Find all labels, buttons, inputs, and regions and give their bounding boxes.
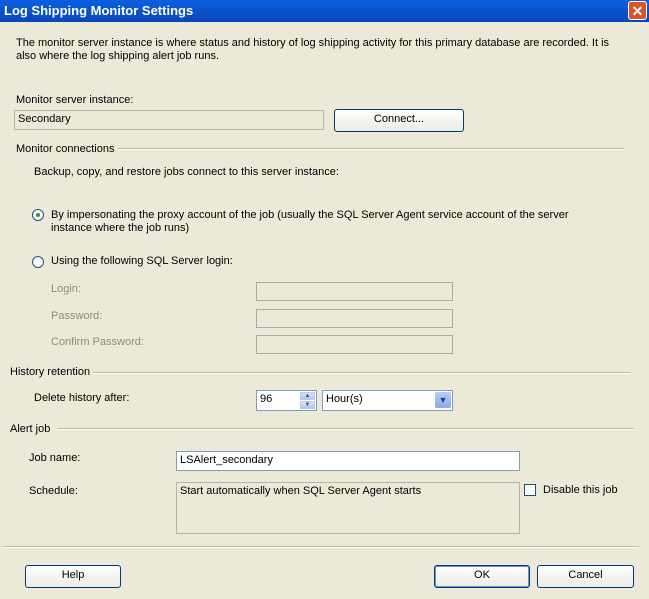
history-unit-dropdown[interactable] — [322, 390, 453, 411]
confirm-password-label: Confirm Password: — [51, 336, 144, 348]
spin-down-icon[interactable]: ▼ — [300, 401, 315, 409]
close-icon[interactable]: ✕ — [628, 1, 647, 20]
disable-job-checkbox[interactable] — [524, 484, 536, 496]
impersonate-option-label[interactable]: By impersonating the proxy account of the job (usually the SQL Server Agent service account of the server instance where the job runs) — [51, 209, 569, 234]
footer-divider — [3, 546, 639, 548]
ok-button[interactable]: OK — [434, 565, 530, 588]
history-retention-header: History retention — [10, 366, 91, 378]
cancel-button[interactable]: Cancel — [537, 565, 634, 588]
delete-history-label: Delete history after: — [34, 392, 130, 404]
disable-job-label[interactable]: Disable this job — [543, 484, 618, 496]
monitor-connections-header: Monitor connections — [16, 143, 115, 155]
job-name-input[interactable]: LSAlert_secondary — [176, 451, 520, 471]
impersonate-radio[interactable] — [32, 209, 44, 221]
sql-login-radio[interactable] — [32, 256, 44, 268]
password-field[interactable] — [256, 309, 453, 328]
section-divider — [58, 428, 634, 430]
connections-description: Backup, copy, and restore jobs connect to this server instance: — [34, 166, 339, 178]
schedule-field: Start automatically when SQL Server Agent starts — [176, 482, 520, 534]
spin-up-icon[interactable]: ▲ — [300, 392, 315, 400]
alert-job-header: Alert job — [10, 423, 51, 435]
schedule-label: Schedule: — [29, 485, 78, 497]
password-label: Password: — [51, 310, 103, 322]
history-amount-value: 96 — [260, 393, 273, 405]
login-field[interactable] — [256, 282, 453, 301]
help-button[interactable]: Help — [25, 565, 121, 588]
window-title: Log Shipping Monitor Settings — [4, 3, 194, 18]
confirm-password-field[interactable] — [256, 335, 453, 354]
job-name-label: Job name: — [29, 452, 81, 464]
login-label: Login: — [51, 283, 81, 295]
history-unit-value: Hour(s) — [326, 393, 363, 405]
monitor-server-field: Secondary — [14, 110, 324, 130]
monitor-server-label: Monitor server instance: — [16, 94, 134, 106]
section-divider — [118, 148, 624, 150]
intro-text: The monitor server instance is where status and history of log shipping activity for this primary database are recorded. It is also where the log shipping alert job runs. — [16, 37, 610, 62]
sql-login-option-label[interactable]: Using the following SQL Server login: — [51, 255, 233, 267]
title-bar — [0, 0, 649, 22]
history-amount-spinner[interactable] — [256, 390, 317, 411]
connect-button[interactable]: Connect... — [334, 109, 464, 132]
section-divider — [93, 372, 631, 374]
chevron-down-icon[interactable]: ▼ — [435, 392, 451, 408]
